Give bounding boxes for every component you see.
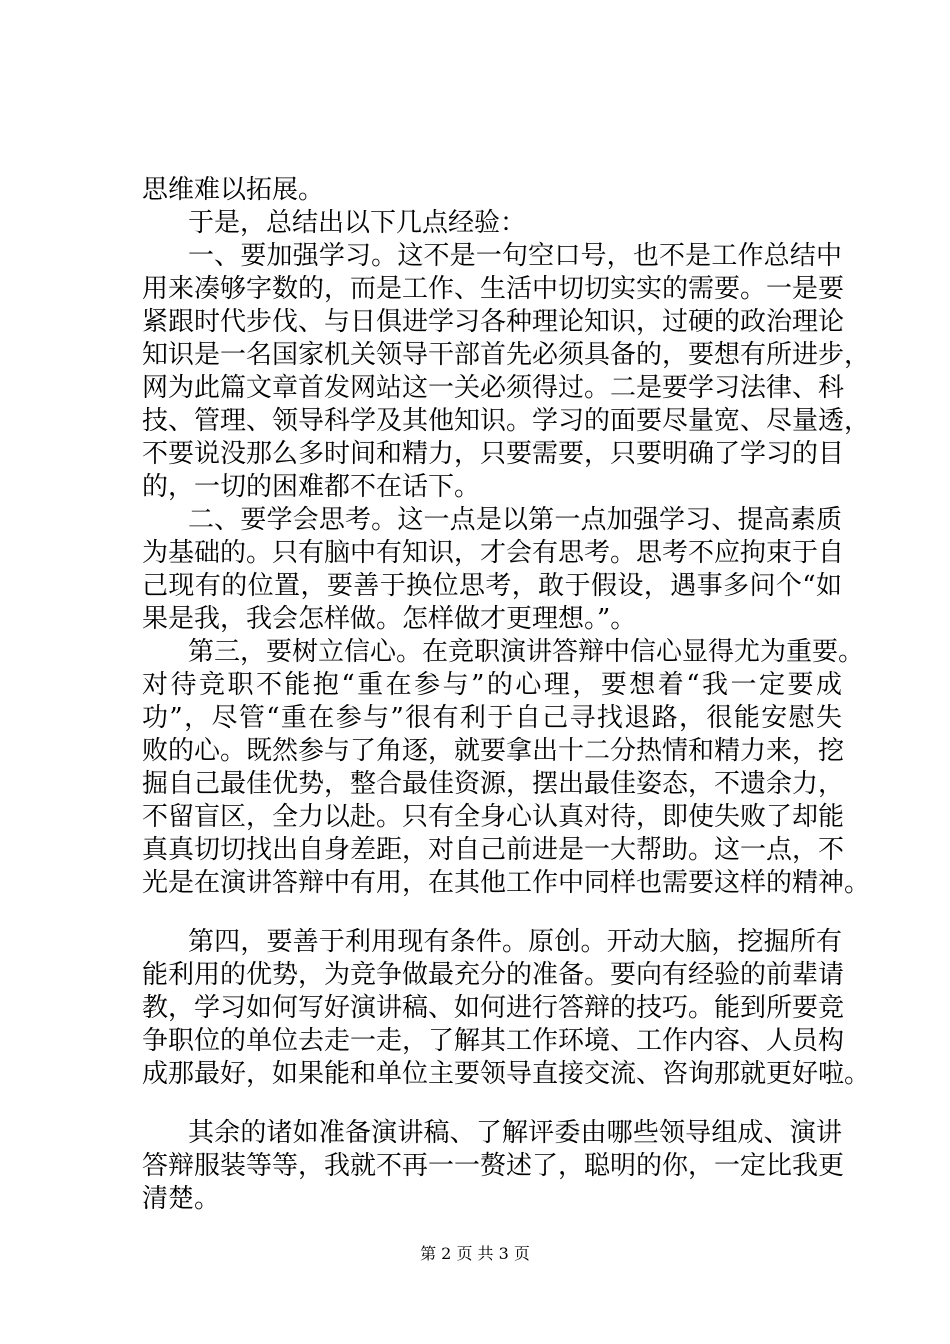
text-line: 己现有的位置，要善于换位思考，敢于假设，遇事多问个“如 [142, 571, 842, 601]
text-line: 技、管理、领导科学及其他知识。学习的面要尽量宽、尽量透， [142, 406, 871, 436]
text-line: 败的心。既然参与了角逐，就要拿出十二分热情和精力来，挖 [142, 736, 845, 766]
text-line: 争职位的单位去走一走，了解其工作环境、工作内容、人员构 [142, 1026, 845, 1056]
text-line: 用来凑够字数的，而是工作、生活中切切实实的需要。一是要 [142, 274, 845, 304]
text-line: 能利用的优势，为竞争做最充分的准备。要向有经验的前辈请 [142, 960, 845, 990]
text-line: 于是，总结出以下几点经验： [188, 208, 527, 238]
text-line: 果是我，我会怎样做。怎样做才更理想。”。 [142, 604, 637, 634]
text-line: 紧跟时代步伐、与日俱进学习各种理论知识，过硬的政治理论 [142, 307, 845, 337]
text-line: 第四，要善于利用现有条件。原创。开动大脑，挖掘所有 [188, 927, 842, 957]
text-line: 网为此篇文章首发网站这一关必须得过。二是要学习法律、科 [142, 373, 845, 403]
text-line: 光是在演讲答辩中有用，在其他工作中同样也需要这样的精神。 [142, 868, 871, 898]
text-line: 真真切切找出自身差距，对自己前进是一大帮助。这一点，不 [142, 835, 845, 865]
text-line: 功”，尽管“重在参与”很有利于自己寻找退路，很能安慰失 [142, 703, 842, 733]
text-line: 对待竞职不能抱“重在参与”的心理，要想着“我一定要成 [142, 670, 842, 700]
text-line: 清楚。 [142, 1184, 221, 1214]
text-line: 第三，要树立信心。在竞职演讲答辩中信心显得尤为重要。 [188, 637, 865, 667]
text-line: 知识是一名国家机关领导干部首先必须具备的，要想有所进步， [142, 340, 871, 370]
text-line: 其余的诸如准备演讲稿、了解评委由哪些领导组成、演讲 [188, 1118, 842, 1148]
text-line: 掘自己最佳优势，整合最佳资源，摆出最佳姿态，不遗余力， [142, 769, 845, 799]
text-line: 为基础的。只有脑中有知识，才会有思考。思考不应拘束于自 [142, 538, 845, 568]
text-line: 答辩服装等等，我就不再一一赘述了，聪明的你，一定比我更 [142, 1151, 845, 1181]
text-line: 一、要加强学习。这不是一句空口号，也不是工作总结中 [188, 241, 842, 271]
text-line: 思维难以拓展。 [142, 175, 325, 205]
text-line: 不留盲区，全力以赴。只有全身心认真对待，即使失败了却能 [142, 802, 845, 832]
text-line: 的，一切的困难都不在话下。 [142, 472, 481, 502]
text-line: 二、要学会思考。这一点是以第一点加强学习、提高素质 [188, 505, 842, 535]
text-line: 成那最好，如果能和单位主要领导直接交流、咨询那就更好啦。 [142, 1059, 871, 1089]
page-number-footer: 第 2 页 共 3 页 [420, 1244, 530, 1263]
text-line: 不要说没那么多时间和精力，只要需要，只要明确了学习的目 [142, 439, 845, 469]
text-line: 教，学习如何写好演讲稿、如何进行答辩的技巧。能到所要竞 [142, 993, 845, 1023]
